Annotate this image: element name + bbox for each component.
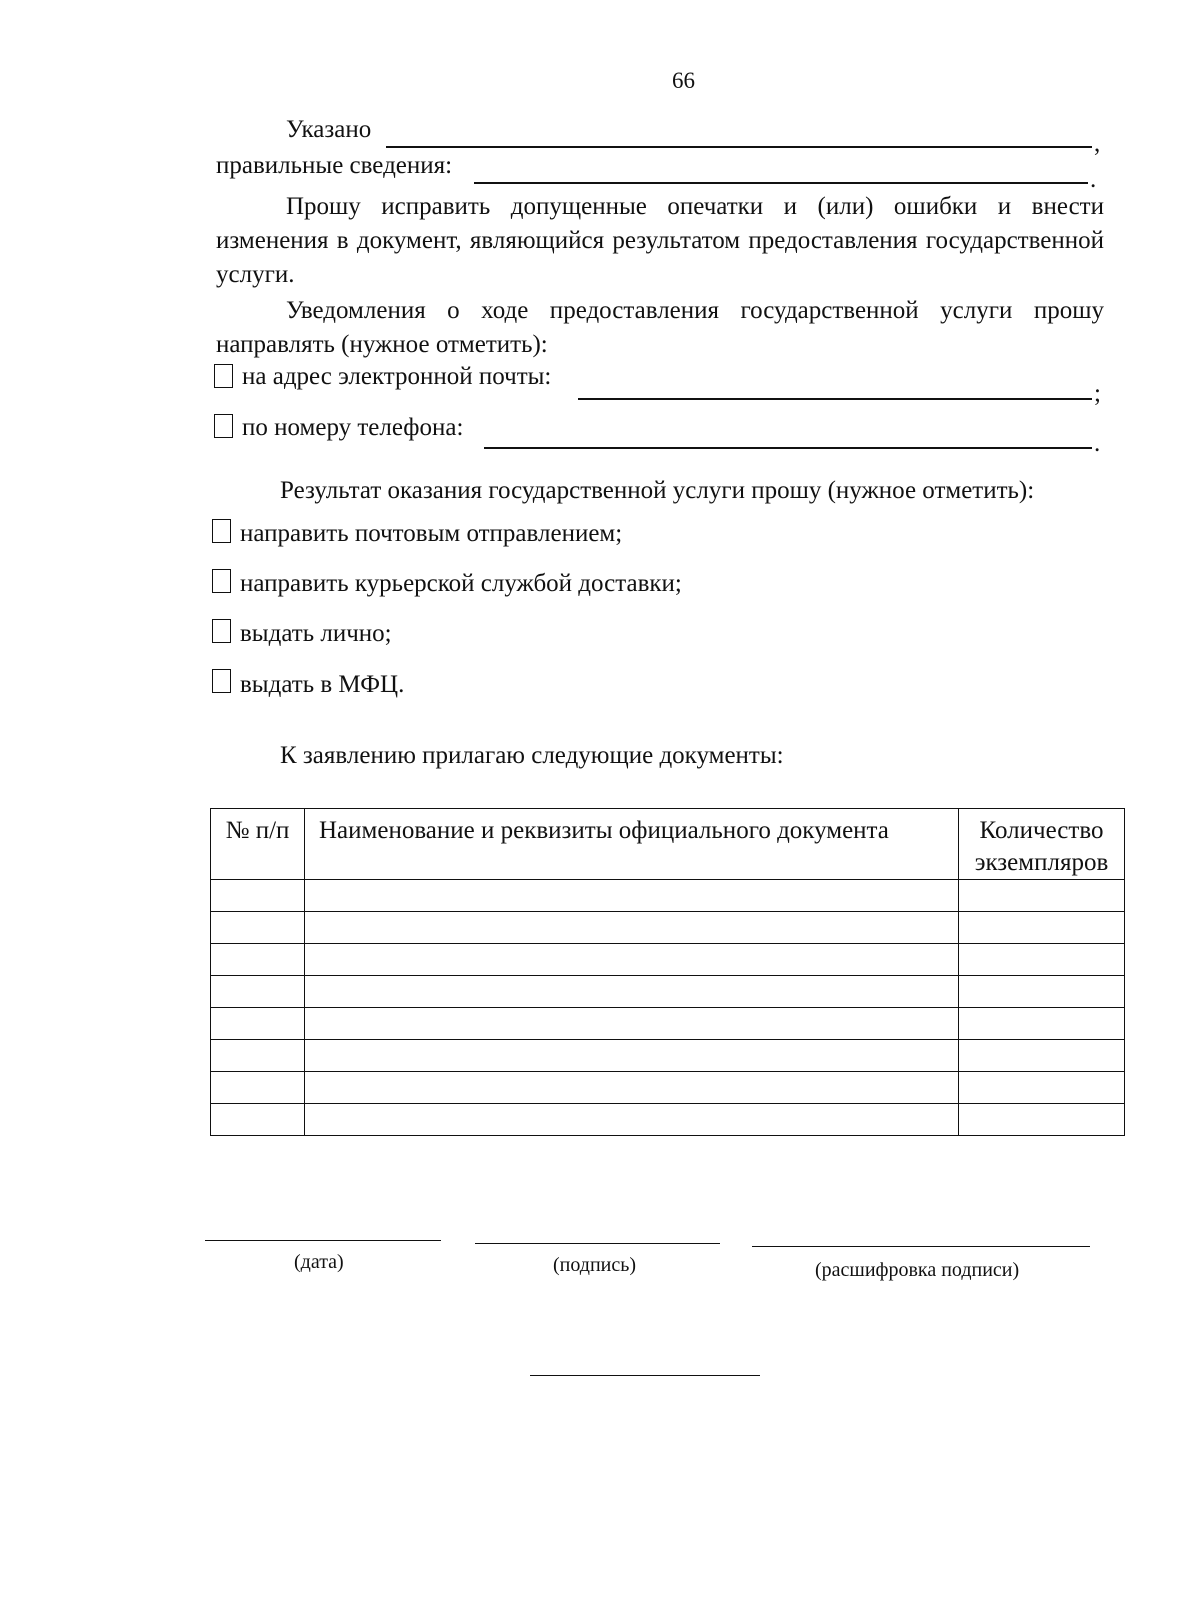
attachments-body <box>211 880 1125 1136</box>
phone-option-label: по номеру телефона: <box>242 414 464 441</box>
cell-number[interactable] <box>211 1008 305 1040</box>
correct-field[interactable] <box>474 182 1088 184</box>
table-row <box>211 1008 1125 1040</box>
result-personal-label: выдать лично; <box>240 620 392 647</box>
phone-checkbox[interactable] <box>214 414 233 438</box>
cell-copies[interactable] <box>959 1072 1125 1104</box>
result-courier-checkbox[interactable] <box>212 569 231 593</box>
attachments-table <box>210 808 1125 1136</box>
cell-number[interactable] <box>211 880 305 912</box>
signature-line[interactable] <box>475 1243 720 1244</box>
email-option-label: на адрес электронной почты: <box>242 363 552 390</box>
request-paragraph: Прошу исправить допущенные опечатки и (или) ошибки и внести изменения в документ, являющийся результатом предоставления государственной услуги. <box>216 193 1104 288</box>
result-mail-checkbox[interactable] <box>212 519 231 543</box>
date-line[interactable] <box>205 1240 441 1241</box>
column-count-header: Количество экземпляров <box>959 809 1125 880</box>
table-row <box>211 976 1125 1008</box>
signature-caption: (подпись) <box>553 1254 637 1276</box>
cell-copies[interactable] <box>959 1040 1125 1072</box>
cell-number[interactable] <box>211 1040 305 1072</box>
cell-document-name[interactable] <box>305 880 959 912</box>
cell-document-name[interactable] <box>305 1040 959 1072</box>
notifications-intro: Уведомления о ходе предоставления государственной услуги прошу направлять (нужное отметить): <box>216 297 1104 358</box>
cell-copies[interactable] <box>959 880 1125 912</box>
page-number: 66 <box>672 68 695 93</box>
cell-copies[interactable] <box>959 1104 1125 1136</box>
result-mfc-checkbox[interactable] <box>212 669 231 693</box>
table-row <box>211 944 1125 976</box>
table-row <box>211 1040 1125 1072</box>
table-row <box>211 912 1125 944</box>
correct-label: правильные сведения: <box>216 152 453 179</box>
table-row <box>211 1104 1125 1136</box>
cell-document-name[interactable] <box>305 976 959 1008</box>
attachments-intro: К заявлению прилагаю следующие документы: <box>280 742 784 769</box>
cell-copies[interactable] <box>959 944 1125 976</box>
table-row <box>211 880 1125 912</box>
result-intro: Результат оказания государственной услуги прошу (нужное отметить): <box>280 477 1035 504</box>
result-courier-label: направить курьерской службой доставки; <box>240 570 682 597</box>
cell-number[interactable] <box>211 1104 305 1136</box>
cell-number[interactable] <box>211 976 305 1008</box>
cell-copies[interactable] <box>959 976 1125 1008</box>
column-number-header: № п/п <box>211 809 305 880</box>
email-field[interactable] <box>578 398 1092 400</box>
email-checkbox[interactable] <box>214 364 233 388</box>
cell-number[interactable] <box>211 944 305 976</box>
cell-number[interactable] <box>211 912 305 944</box>
cell-document-name[interactable] <box>305 1104 959 1136</box>
indicated-label: Указано <box>286 116 372 143</box>
email-end: ; <box>1094 380 1101 407</box>
signature-decode-caption: (расшифровка подписи) <box>815 1259 1020 1281</box>
phone-end: . <box>1094 430 1101 457</box>
correct-end: . <box>1090 166 1097 193</box>
bottom-separator <box>530 1375 760 1376</box>
table-header-row <box>211 809 1125 880</box>
cell-document-name[interactable] <box>305 944 959 976</box>
indicated-end: , <box>1094 130 1101 157</box>
indicated-field[interactable] <box>386 146 1092 148</box>
cell-document-name[interactable] <box>305 1072 959 1104</box>
phone-field[interactable] <box>484 447 1092 449</box>
cell-number[interactable] <box>211 1072 305 1104</box>
cell-document-name[interactable] <box>305 912 959 944</box>
date-caption: (дата) <box>294 1251 344 1273</box>
cell-copies[interactable] <box>959 912 1125 944</box>
cell-copies[interactable] <box>959 1008 1125 1040</box>
signature-decode-line[interactable] <box>752 1246 1090 1247</box>
result-mail-label: направить почтовым отправлением; <box>240 520 623 547</box>
result-personal-checkbox[interactable] <box>212 619 231 643</box>
table-row <box>211 1072 1125 1104</box>
result-mfc-label: выдать в МФЦ. <box>240 671 405 698</box>
column-name-header: Наименование и реквизиты официального документа <box>305 809 959 880</box>
cell-document-name[interactable] <box>305 1008 959 1040</box>
